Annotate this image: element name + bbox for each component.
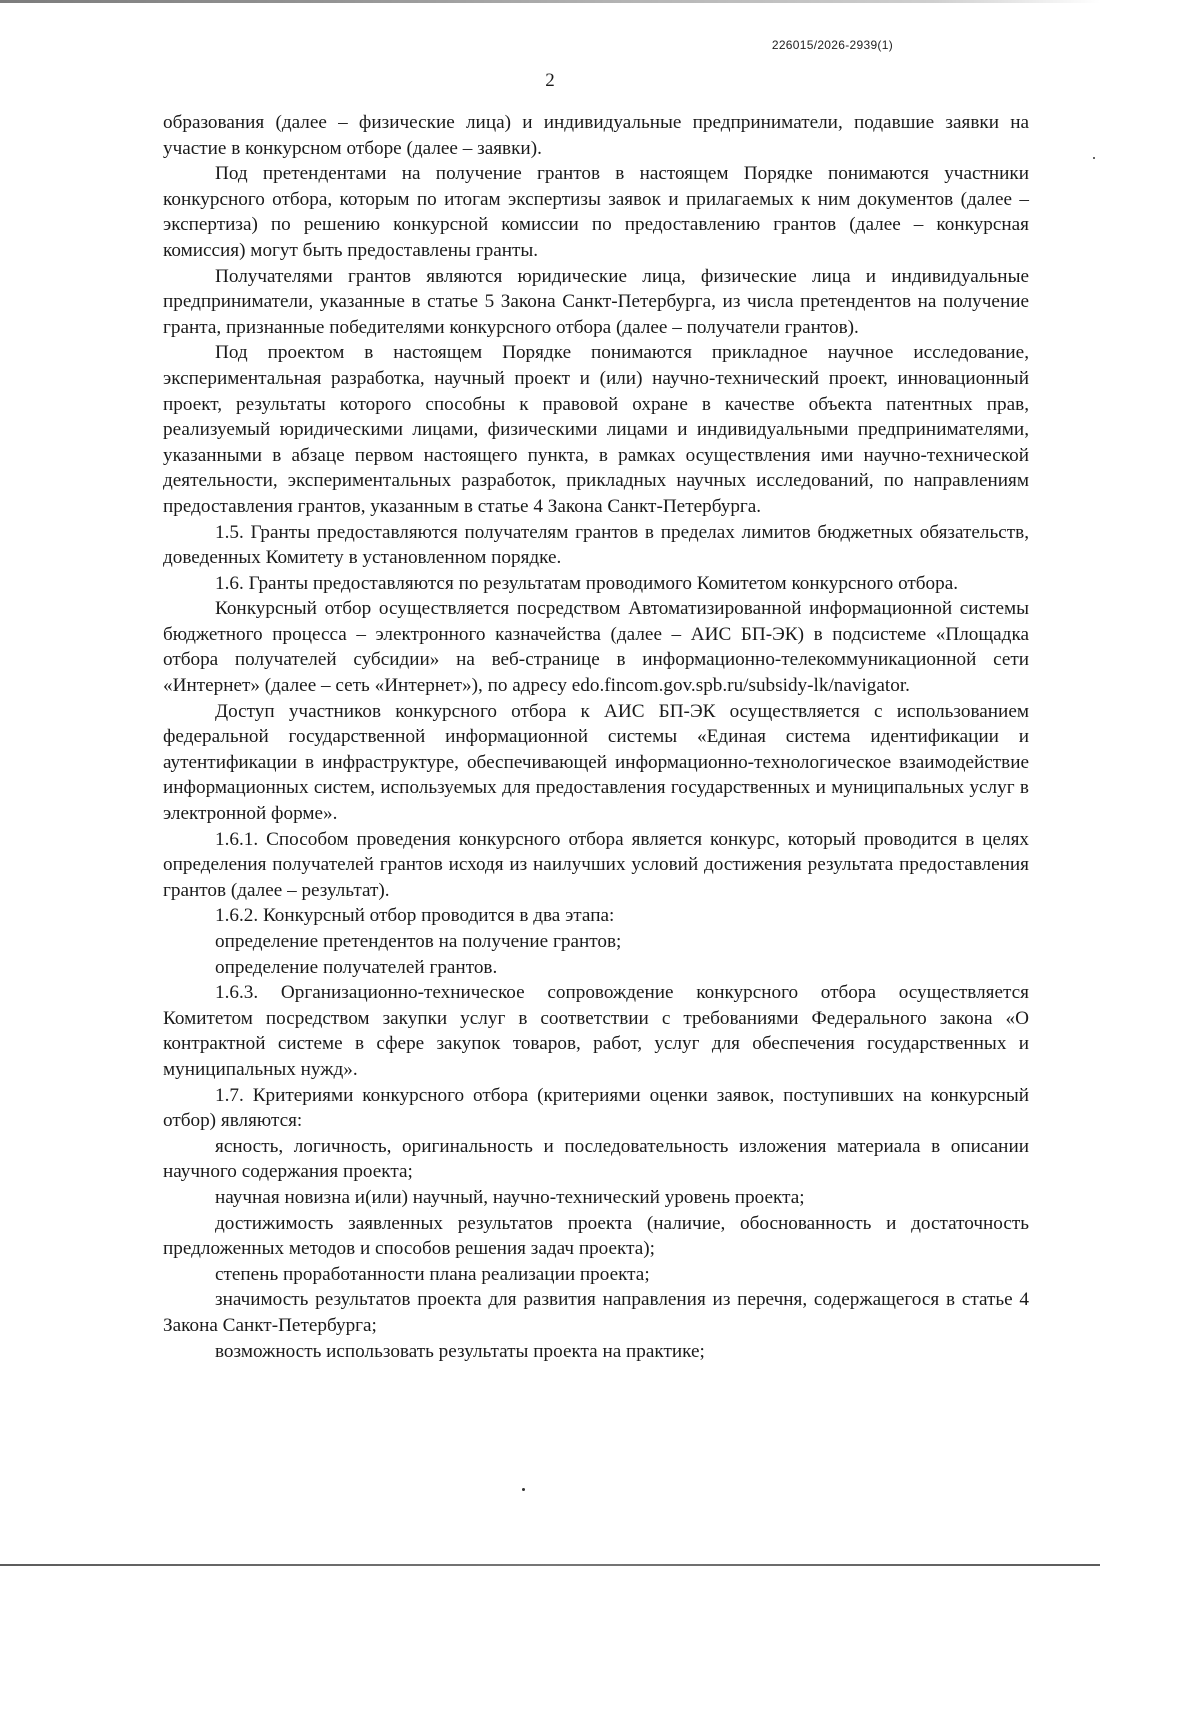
paragraph: Под претендентами на получение грантов в настоящем Порядке понимаются участники конкурсного отбора, которым по итогам экспертизы заявок и прилагаемых к ним документов (далее – экспертиза) по решению конкурсной комиссии по предоставлению грантов (далее – конкурсная комиссия) могут быть предоставлены гранты. bbox=[163, 163, 1029, 261]
list-item: возможность использовать результаты проекта на практике; bbox=[215, 1340, 705, 1362]
list-item: ясность, логичность, оригинальность и последовательность изложения материала в описании научного содержания проекта; bbox=[163, 1135, 1029, 1183]
list-item: достижимость заявленных результатов проекта (наличие, обоснованность и достаточность предложенных методов и способов решения задач проекта); bbox=[163, 1212, 1029, 1260]
scan-edge-bottom bbox=[0, 1564, 1100, 1566]
paragraph-clause-1-6: 1.6. Гранты предоставляются по результатам проводимого Комитетом конкурсного отбора. bbox=[215, 572, 959, 594]
document-body bbox=[163, 110, 1029, 1364]
document-registration-number: 226015/2026-2939(1) bbox=[771, 38, 893, 52]
paragraph: Доступ участников конкурсного отбора к АИС БП-ЭК осуществляется с использованием федеральной государственной информационной системы «Единая система идентификации и аутентификации в инфраструктуре, обеспечивающей информационно-технологическое взаимодействие информационных систем, используемых для предоставления государственных и муниципальных услуг в электронной форме». bbox=[163, 700, 1029, 825]
paragraph: Конкурсный отбор осуществляется посредством Автоматизированной информационной системы бюджетного процесса – электронного казначейства (далее – АИС БП-ЭК) в подсистеме «Площадка отбора получателей субсидии» на веб-странице в информационно-телекоммуникационной сети «Интернет» (далее – сеть «Интернет»), по адресу edo.fincom.gov.spb.ru/subsidy-lk/navigator. bbox=[163, 598, 1029, 697]
list-item: определение получателей грантов. bbox=[215, 956, 498, 978]
list-item: определение претендентов на получение грантов; bbox=[215, 931, 622, 952]
paragraph-clause-1-6-2: 1.6.2. Конкурсный отбор проводится в два этапа: bbox=[215, 905, 615, 927]
page-number: 2 bbox=[545, 70, 555, 91]
scan-speck bbox=[522, 1488, 525, 1491]
scan-edge-top bbox=[0, 0, 1100, 3]
paragraph-clause-1-6-1: 1.6.1. Способом проведения конкурсного отбора является конкурс, который проводится в целях определения получателей грантов исходя из наилучших условий достижения результата предоставления грантов (далее – результат). bbox=[163, 828, 1029, 901]
paragraph-clause-1-6-3: 1.6.3. Организационно-техническое сопровождение конкурсного отбора осуществляется Комитетом посредством закупки услуг в соответствии с требованиями Федерального закона «О контрактной системе в сфере закупок товаров, работ, услуг для обеспечения государственных и муниципальных нужд». bbox=[163, 982, 1029, 1080]
paragraph-clause-1-7: 1.7. Критериями конкурсного отбора (критериями оценки заявок, поступивших на конкурсный отбор) являются: bbox=[163, 1084, 1029, 1132]
scan-speck bbox=[1093, 157, 1095, 159]
paragraph: Под проектом в настоящем Порядке понимаются прикладное научное исследование, экспериментальная разработка, научный проект и (или) научно-технический проект, инновационный проект, результаты которого способны к правовой охране в качестве объекта патентных прав, реализуемый юридическими лицами, физическими лицами и индивидуальными предпринимателями, указанными в абзаце первом настоящего пункта, в рамках осуществления ими научно-технической деятельности, экспериментальных разработок, прикладных научных исследований, по направлениям предоставления грантов, указанным в статье 4 Закона Санкт-Петербурга. bbox=[163, 342, 1029, 517]
paragraph-clause-1-5: 1.5. Гранты предоставляются получателям грантов в пределах лимитов бюджетных обязательств, доведенных Комитету в установленном порядке. bbox=[163, 521, 1029, 569]
list-item: значимость результатов проекта для развития направления из перечня, содержащегося в статье 4 Закона Санкт-Петербурга; bbox=[163, 1289, 1029, 1336]
paragraph: Получателями грантов являются юридические лица, физические лица и индивидуальные предприниматели, указанные в статье 5 Закона Санкт-Петербурга, из числа претендентов на получение гранта, признанные победителями конкурсного отбора (далее – получатели грантов). bbox=[163, 265, 1029, 338]
list-item: научная новизна и(или) научный, научно-технический уровень проекта; bbox=[215, 1186, 805, 1208]
paragraph: образования (далее – физические лица) и индивидуальные предприниматели, подавшие заявки на участие в конкурсном отборе (далее – заявки). bbox=[163, 112, 1029, 159]
list-item: степень проработанности плана реализации проекта; bbox=[215, 1263, 650, 1285]
